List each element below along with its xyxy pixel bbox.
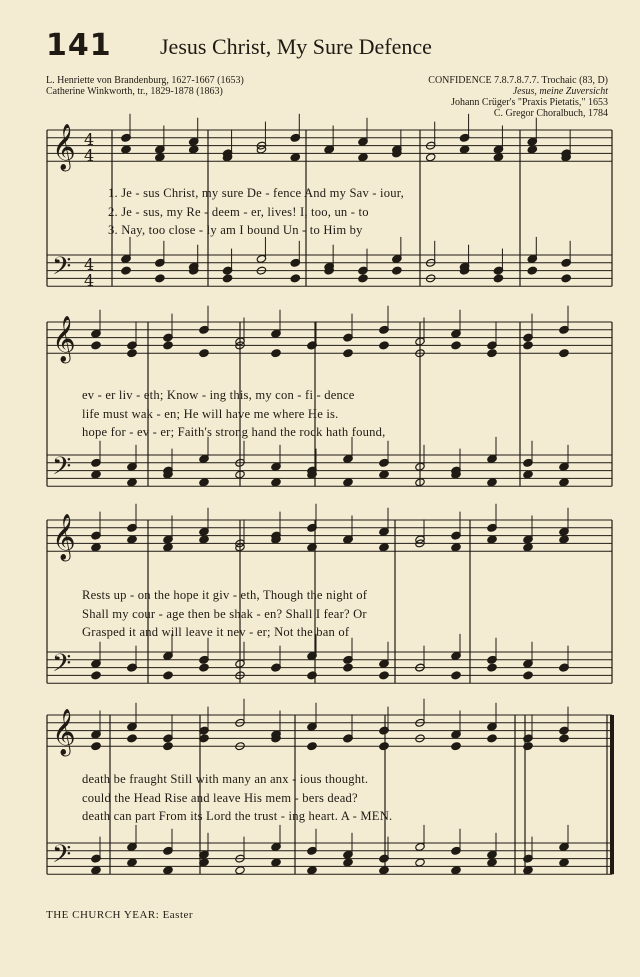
note-head: [358, 274, 368, 283]
hymn-title: Jesus Christ, My Sure Defence: [160, 34, 432, 59]
time-signature: 4: [84, 146, 95, 165]
time-signature: 4: [84, 255, 95, 274]
note-head: [199, 349, 209, 358]
note-head: [163, 671, 173, 680]
note-head: [487, 663, 497, 672]
note-head: [307, 671, 317, 680]
credit-translator: Catherine Winkworth, tr., 1829-1878 (1863): [46, 86, 223, 97]
treble-clef-icon: 𝄞: [52, 316, 76, 362]
note-head: [271, 349, 281, 358]
note-head: [523, 543, 533, 552]
note-head: [343, 349, 353, 358]
note-head: [425, 153, 435, 162]
note-head: [127, 349, 137, 358]
note-head: [127, 734, 137, 743]
lyric-line: ev - er liv - eth; Know - ing this, my con - fi - dence: [82, 388, 355, 402]
lyric-line: life must wak - en; He will have me where He is.: [82, 407, 339, 421]
note-head: [307, 543, 317, 552]
note-head: [155, 274, 165, 283]
note-head: [559, 535, 569, 544]
note-head: [493, 274, 503, 283]
note-head: [271, 858, 281, 867]
note-head: [379, 470, 389, 479]
note-head: [307, 866, 317, 875]
note-head: [451, 671, 461, 680]
credit-author: L. Henriette von Brandenburg, 1627-1667 (1653): [46, 75, 244, 86]
credit-source-1: Johann Crüger's "Praxis Pietatis," 1653: [451, 97, 608, 108]
bass-clef-icon: 𝄢: [52, 252, 72, 287]
credit-tune: CONFIDENCE 7.8.7.8.7.7. Trochaic (83, D): [428, 75, 608, 86]
note-head: [415, 858, 425, 867]
lyric-line: 2. Je - sus, my Re - deem - er, lives! I, too, un - to: [108, 205, 369, 219]
note-head: [121, 266, 131, 275]
note-head: [559, 734, 569, 743]
note-head: [163, 341, 173, 350]
note-head: [459, 145, 469, 154]
hymn-number: 141: [46, 28, 112, 63]
note-head: [199, 535, 209, 544]
note-head: [343, 478, 353, 487]
note-head: [493, 153, 503, 162]
note-head: [127, 535, 137, 544]
note-head: [163, 866, 173, 875]
note-head: [307, 742, 317, 751]
note-head: [188, 145, 198, 154]
note-head: [527, 266, 537, 275]
note-head: [379, 341, 389, 350]
note-head: [487, 349, 497, 358]
footer-category: THE CHURCH YEAR: Easter: [46, 909, 194, 921]
note-head: [163, 742, 173, 751]
lyric-line: death be fraught Still with many an anx - ious thought.: [82, 772, 369, 786]
note-head: [222, 274, 232, 283]
note-head: [559, 478, 569, 487]
note-head: [379, 543, 389, 552]
time-signature: 4: [84, 271, 95, 290]
note-head: [235, 866, 245, 875]
note-head: [487, 734, 497, 743]
note-head: [290, 274, 300, 283]
note-head: [451, 543, 461, 552]
note-head: [358, 153, 368, 162]
note-head: [155, 153, 165, 162]
time-signature: 4: [84, 130, 95, 149]
credit-original-title: Jesus, meine Zuversicht: [512, 86, 608, 97]
bass-clef-icon: 𝄢: [52, 840, 72, 875]
lyric-line: death can part From its Lord the trust - ing heart. A - MEN.: [82, 809, 393, 823]
note-head: [91, 543, 101, 552]
note-head: [91, 866, 101, 875]
note-head: [487, 478, 497, 487]
note-head: [343, 663, 353, 672]
treble-clef-icon: 𝄞: [52, 124, 76, 170]
note-head: [91, 341, 101, 350]
lyric-line: hope for - ev - er; Faith's strong hand the rock hath found,: [82, 425, 386, 439]
note-head: [451, 866, 461, 875]
note-head: [523, 470, 533, 479]
note-head: [523, 671, 533, 680]
bass-clef-icon: 𝄢: [52, 452, 72, 487]
credit-source-2: C. Gregor Choralbuch, 1784: [493, 108, 608, 119]
note-head: [487, 535, 497, 544]
note-head: [451, 742, 461, 751]
note-head: [290, 153, 300, 162]
note-head: [523, 341, 533, 350]
note-head: [91, 470, 101, 479]
note-head: [91, 671, 101, 680]
bass-clef-icon: 𝄢: [52, 649, 72, 684]
note-head: [379, 671, 389, 680]
treble-clef-icon: 𝄞: [52, 514, 76, 560]
note-head: [379, 866, 389, 875]
note-head: [199, 663, 209, 672]
note-head: [392, 266, 402, 275]
note-head: [523, 866, 533, 875]
lyric-line: 3. Nay, too close - ly am I bound Un - to Him by: [108, 223, 363, 237]
lyric-line: could the Head Rise and leave His mem - bers dead?: [82, 791, 358, 805]
treble-clef-icon: 𝄞: [52, 709, 76, 755]
note-head: [451, 341, 461, 350]
lyric-line: Shall my cour - age then be shak - en? Shall I fear? Or: [82, 607, 367, 621]
note-head: [163, 543, 173, 552]
note-head: [343, 858, 353, 867]
note-head: [379, 742, 389, 751]
note-head: [559, 349, 569, 358]
note-head: [527, 145, 537, 154]
note-head: [127, 478, 137, 487]
lyric-line: Rests up - on the hope it giv - eth, Though the night of: [82, 588, 368, 602]
note-head: [127, 858, 137, 867]
note-head: [199, 478, 209, 487]
note-head: [121, 145, 131, 154]
lyric-line: 1. Je - sus Christ, my sure De - fence And my Sav - iour,: [108, 186, 404, 200]
note-head: [91, 742, 101, 751]
note-head: [271, 478, 281, 487]
note-head: [561, 274, 571, 283]
note-head: [487, 858, 497, 867]
note-head: [523, 742, 533, 751]
note-head: [559, 858, 569, 867]
lyric-line: Grasped it and will leave it nev - er; Not the ban of: [82, 625, 350, 639]
